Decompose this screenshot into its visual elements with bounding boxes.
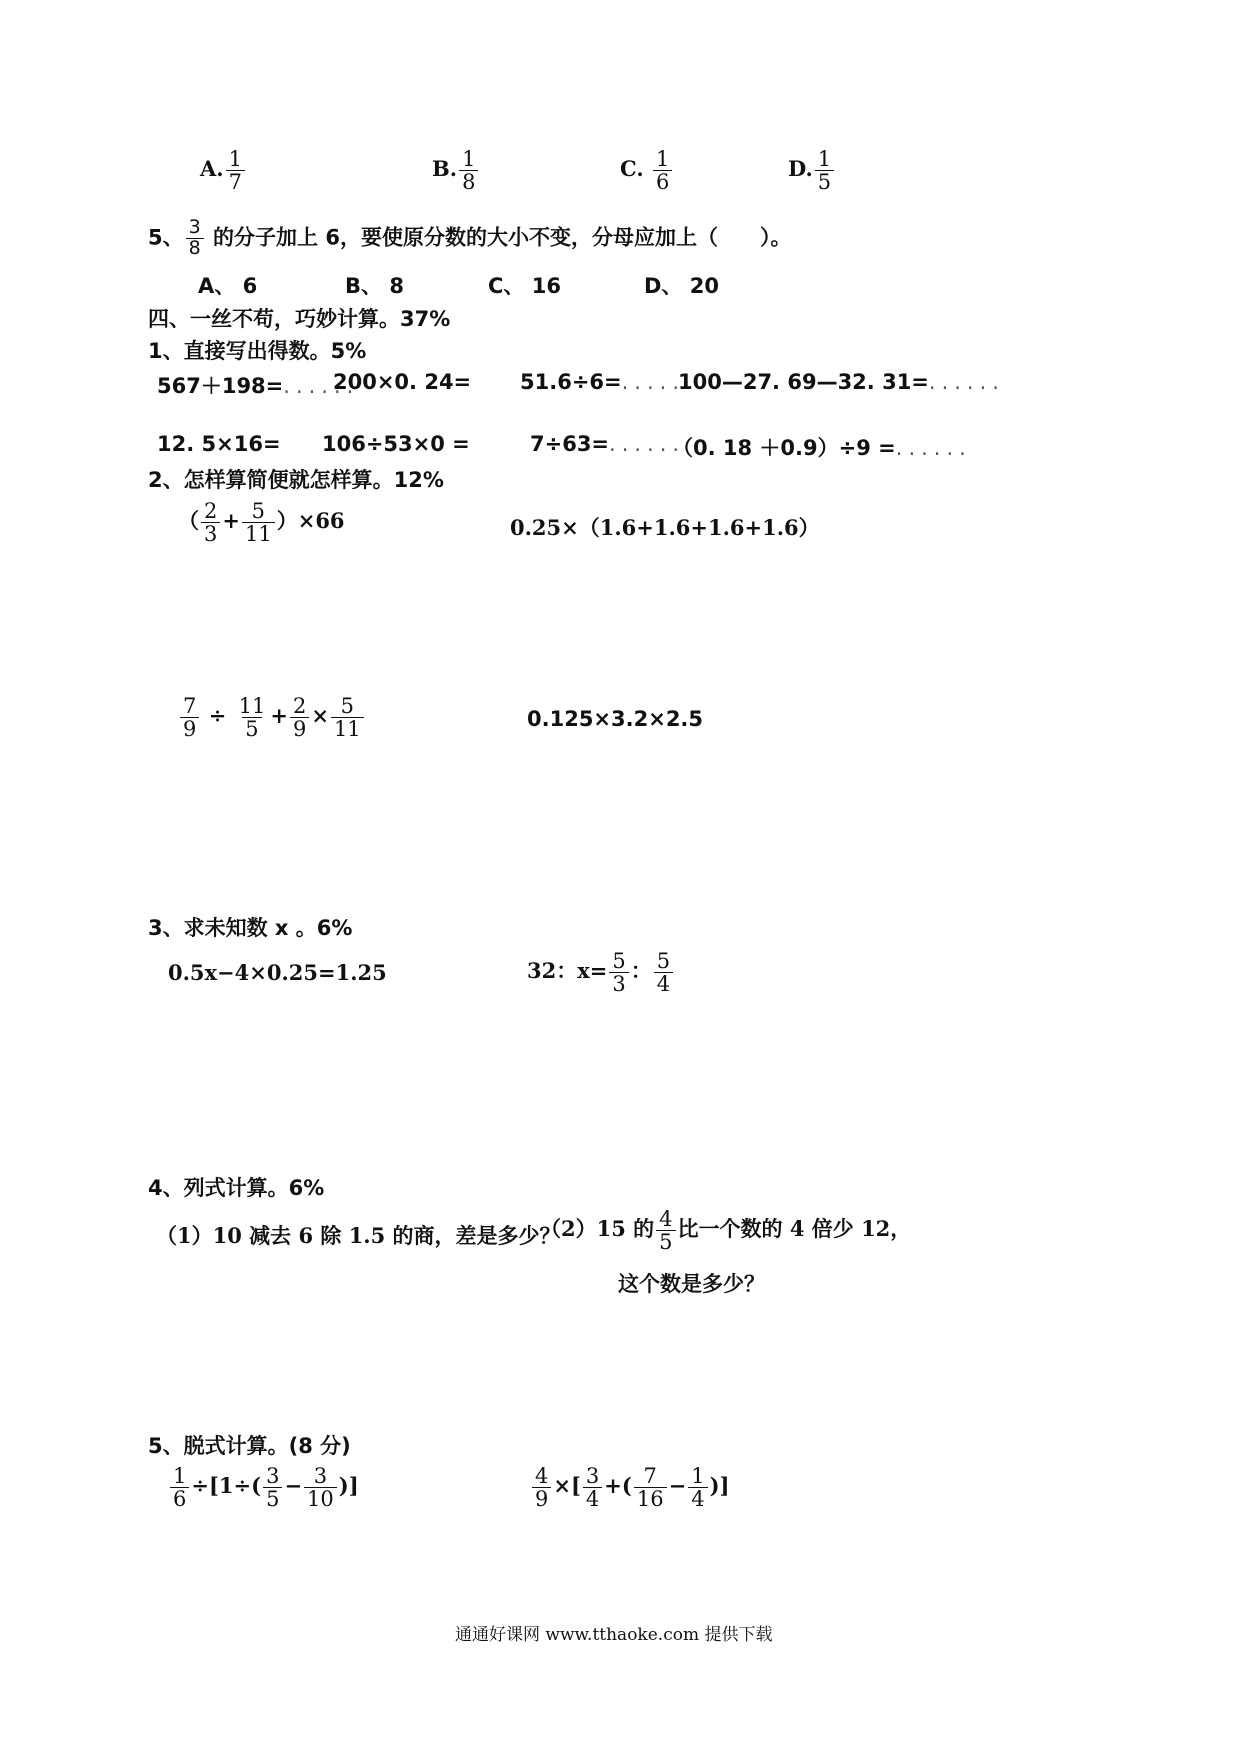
- oral-calc-3: 51.6÷6=......: [520, 370, 698, 394]
- fraction: $\frac{1}{6}$: [653, 148, 672, 193]
- oral-calc-5: 12. 5×16=: [157, 432, 281, 456]
- oral-calc-7: 7÷63=......: [530, 432, 686, 456]
- fraction: $\frac{4}{9}$: [532, 1465, 551, 1510]
- fraction: $\frac{1}{8}$: [459, 148, 478, 193]
- option-c: C. $\frac{1}{6}$: [620, 148, 674, 193]
- q5-option-b: B、 8: [345, 274, 404, 298]
- oral-calc-8: （0. 18 ＋0.9）÷9 =......: [672, 436, 972, 460]
- equation-1: 0.5x−4×0.25=1.25: [168, 960, 387, 985]
- fraction: $\frac{2}{3}$: [201, 500, 220, 545]
- equation-2: 32：x= $\frac{5}{3}$ ： $\frac{5}{4}$: [527, 950, 675, 995]
- q5-option-d: D、 20: [644, 274, 719, 298]
- fraction: $\frac{11}{5}$: [238, 694, 266, 742]
- fraction: $\frac{1}{6}$: [170, 1465, 189, 1510]
- part3-title: 3、求未知数 x 。6%: [148, 916, 353, 940]
- word-problem-1: （1）10 减去 6 除 1.5 的商，差是多少？: [156, 1223, 561, 1248]
- option-b: B. $\frac{1}{8}$: [432, 148, 480, 193]
- fraction: $\frac{7}{16}$: [634, 1465, 667, 1510]
- part4-title: 4、列式计算。6%: [148, 1176, 325, 1200]
- fraction: $\frac{1}{7}$: [226, 148, 245, 193]
- part5-title: 5、脱式计算。(8 分): [148, 1434, 351, 1458]
- fraction: $\frac{4}{5}$: [656, 1208, 675, 1253]
- part1-title: 1、直接写出得数。5%: [148, 339, 367, 363]
- oral-calc-2: 200×0. 24=: [333, 370, 472, 394]
- stepwise-expr-1: $\frac{1}{6}$ ÷[1÷( $\frac{3}{5}$ − $\frac{3}{10}$ )]: [168, 1465, 359, 1510]
- q5-option-c: C、 16: [488, 274, 561, 298]
- stepwise-expr-2: $\frac{4}{9}$ ×[ $\frac{3}{4}$ +( $\frac{7}{16}$ − $\frac{1}{4}$ )]: [530, 1465, 729, 1510]
- fraction: $\frac{5}{4}$: [654, 950, 673, 995]
- fraction: $\frac{5}{3}$: [609, 950, 628, 995]
- fraction: $\frac{5}{11}$: [331, 695, 364, 740]
- fraction: $\frac{1}{5}$: [815, 148, 834, 193]
- simplify-expr-1: （ $\frac{2}{3}$ + $\frac{5}{11}$ ）×66: [178, 499, 345, 547]
- simplify-expr-3: $\frac{7}{9}$ ÷ $\frac{11}{5}$ + $\frac{2}{9}$ × $\frac{5}{11}$: [178, 695, 366, 740]
- option-d: D. $\frac{1}{5}$: [788, 148, 836, 193]
- fraction: $\frac{3}{8}$: [186, 218, 204, 259]
- fraction: $\frac{7}{9}$: [180, 695, 199, 740]
- fraction: $\frac{5}{11}$: [242, 500, 275, 545]
- fraction: $\frac{3}{10}$: [304, 1465, 337, 1510]
- page-footer: 通通好课网 www.tthaoke.com 提供下载: [455, 1625, 773, 1645]
- fraction: $\frac{3}{4}$: [583, 1465, 602, 1510]
- word-problem-2: （2）15 的 $\frac{4}{5}$ 比一个数的 4 倍少 12，: [540, 1207, 912, 1255]
- oral-calc-1: 567＋198=......: [157, 374, 360, 398]
- section-title: 四、一丝不苟，巧妙计算。37%: [148, 307, 451, 331]
- fraction: $\frac{1}{4}$: [688, 1465, 707, 1510]
- word-problem-2-line2: 这个数是多少？: [618, 1271, 765, 1296]
- oral-calc-4: 100—27. 69—32. 31=......: [678, 370, 1005, 394]
- fraction: $\frac{3}{5}$: [263, 1465, 282, 1510]
- oral-calc-6: 106÷53×0 =: [322, 432, 470, 456]
- q5-option-a: A、 6: [198, 274, 258, 298]
- fraction: $\frac{2}{9}$: [290, 695, 309, 740]
- simplify-expr-2: 0.25×（1.6+1.6+1.6+1.6）: [510, 515, 820, 540]
- option-a: A. $\frac{1}{7}$: [200, 148, 247, 193]
- part2-title: 2、怎样算简便就怎样算。12%: [148, 468, 444, 492]
- question-5: 5、 $\frac{3}{8}$ 的分子加上 6，要使原分数的大小不变，分母应加上（ ）。: [148, 216, 792, 259]
- simplify-expr-4: 0.125×3.2×2.5: [527, 707, 704, 731]
